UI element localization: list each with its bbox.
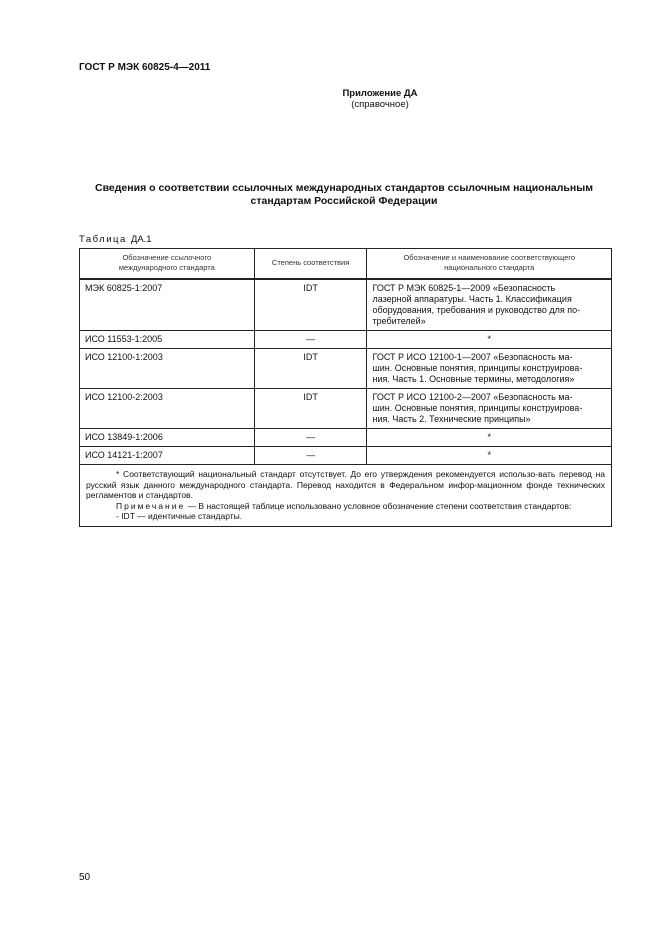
section-heading-line-1: Сведения о соответствии ссылочных международных стандартов ссылочным национальным	[95, 182, 593, 194]
cell-degree: IDT	[254, 349, 367, 389]
note-paragraph	[86, 501, 605, 512]
header-degree: Степень соответствия	[254, 249, 367, 280]
cell-degree: IDT	[254, 279, 367, 331]
header-intl-standard: Обозначение ссылочного международного стандарта	[80, 249, 255, 280]
cell-degree: —	[254, 429, 367, 447]
cell-intl-standard: ИСО 14121-1:2007	[80, 447, 255, 465]
table-caption	[79, 234, 152, 245]
cell-intl-standard: ИСО 12100-2:2003	[80, 389, 255, 429]
table-row	[80, 349, 612, 389]
table-row	[80, 429, 612, 447]
page-number: 50	[79, 872, 91, 883]
cell-degree: —	[254, 331, 367, 349]
section-heading-line-2: стандартам Российской Федерации	[250, 195, 438, 207]
table-row	[80, 279, 612, 331]
cell-intl-standard: ИСО 11553-1:2005	[80, 331, 255, 349]
table-row	[80, 447, 612, 465]
note-text: — В настоящей таблице использовано условное обозначение степени соответствия стандартов:	[185, 500, 572, 511]
cell-degree: —	[254, 447, 367, 465]
header-national-standard: Обозначение и наименование соответствующего национального стандарта	[367, 249, 612, 280]
table-notes	[80, 465, 612, 527]
table-row	[80, 331, 612, 349]
annex-subtitle: (справочное)	[351, 99, 409, 110]
table-notes-row	[80, 465, 612, 527]
note-label: Примечание	[116, 500, 186, 511]
cell-national-standard: *	[367, 429, 612, 447]
section-heading	[79, 182, 609, 208]
table-row	[80, 389, 612, 429]
cell-intl-standard: ИСО 12100-1:2003	[80, 349, 255, 389]
annex-title: Приложение ДА	[342, 88, 418, 99]
table-caption-number: ДА.1	[130, 234, 152, 245]
cell-intl-standard: МЭК 60825-1:2007	[80, 279, 255, 331]
correspondence-table	[79, 248, 612, 527]
document-code: ГОСТ Р МЭК 60825-4—2011	[79, 62, 211, 73]
cell-intl-standard: ИСО 13849-1:2006	[80, 429, 255, 447]
cell-national-standard: ГОСТ Р ИСО 12100-2—2007 «Безопасность ма- шин. Основные понятия, принципы конструирова- ния. Часть 2. Технические принципы»	[367, 389, 612, 429]
footnote-text: * Соответствующий национальный стандарт отсутствует. До его утверждения рекомендуется использо-вать перевод на русский язык данного международного стандарта. Перевод находится в Федеральном инфор-мационном фонде технических регламентов и стандартов.	[86, 469, 605, 500]
table-header-row	[80, 249, 612, 280]
note-list-item: - IDT — идентичные стандарты.	[116, 511, 243, 521]
annex-title-block	[230, 88, 530, 110]
cell-national-standard: ГОСТ Р МЭК 60825-1—2009 «Безопасность лазерной аппаратуры. Часть 1. Классификация оборудования, требования и руководство для по- требителей»	[367, 279, 612, 331]
table-caption-word: Таблица	[79, 234, 127, 245]
cell-national-standard: ГОСТ Р ИСО 12100-1—2007 «Безопасность ма- шин. Основные понятия, принципы конструирова- ния. Часть 1. Основные термины, методология»	[367, 349, 612, 389]
cell-national-standard: *	[367, 331, 612, 349]
cell-degree: IDT	[254, 389, 367, 429]
cell-national-standard: *	[367, 447, 612, 465]
